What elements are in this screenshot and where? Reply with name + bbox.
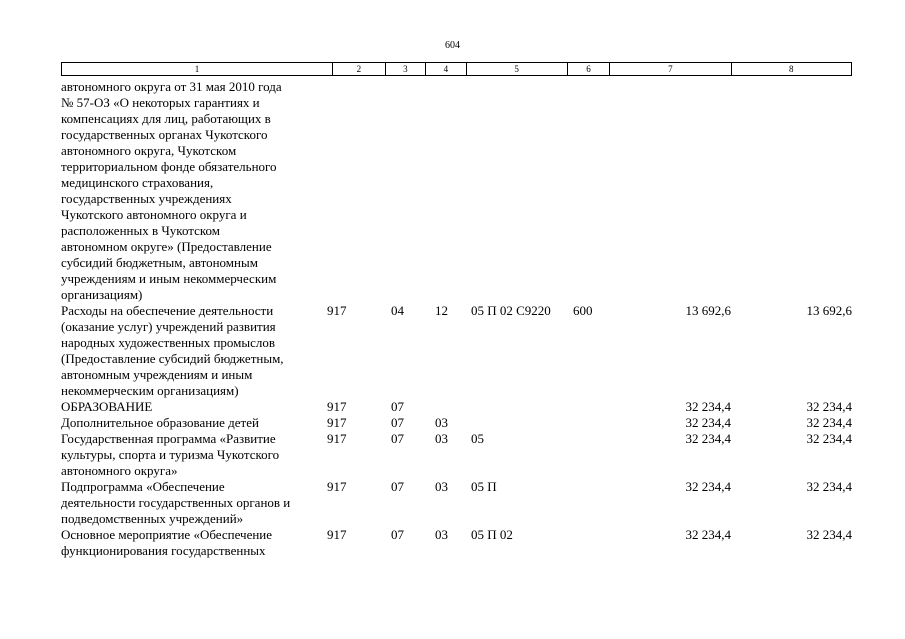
row-name-line: субсидий бюджетным, автономным (61, 255, 258, 270)
row-name-line: Дополнительное образование детей (61, 415, 259, 430)
row-name-line: культуры, спорта и туризма Чукотского (61, 447, 280, 462)
cell-section: 07 (391, 431, 404, 446)
table-row (61, 431, 852, 479)
cell-amount-7: 13 692,6 (685, 303, 731, 318)
column-header-1: 1 (62, 63, 333, 76)
row-name-line: медицинского страхования, (61, 175, 214, 190)
cell-admin-code: 917 (327, 415, 347, 430)
cell-amount-8: 32 234,4 (806, 479, 852, 494)
cell-amount-7: 32 234,4 (685, 527, 731, 542)
row-name-line: Государственная программа «Развитие (61, 431, 276, 446)
cell-target-article: 05 П 02 С9220 (471, 303, 551, 318)
cell-subsection: 12 (435, 303, 448, 318)
table-row (61, 79, 852, 303)
row-name (61, 399, 329, 415)
cell-expense-type: 600 (573, 303, 593, 318)
cell-amount-8: 13 692,6 (806, 303, 852, 318)
column-header-8: 8 (731, 63, 851, 76)
cell-target-article: 05 П 02 (471, 527, 513, 542)
column-header-3: 3 (385, 63, 425, 76)
table-row (61, 479, 852, 527)
row-name-line: Чукотского автономного округа и (61, 207, 247, 222)
cell-subsection: 03 (435, 431, 448, 446)
row-name-line: (Предоставление субсидий бюджетным, (61, 351, 284, 366)
row-name-line: автономном округе» (Предоставление (61, 239, 272, 254)
cell-amount-7: 32 234,4 (685, 431, 731, 446)
cell-amount-8: 32 234,4 (806, 415, 852, 430)
row-name (61, 415, 329, 431)
row-name-line: автономного округа» (61, 463, 178, 478)
row-name-line: № 57-ОЗ «О некоторых гарантиях и (61, 95, 260, 110)
cell-section: 04 (391, 303, 404, 318)
cell-admin-code: 917 (327, 303, 347, 318)
cell-section: 07 (391, 527, 404, 542)
row-name-line: функционирования государственных (61, 543, 266, 558)
row-name (61, 527, 329, 559)
row-name (61, 479, 329, 527)
table-row (61, 415, 852, 431)
row-name (61, 431, 329, 479)
cell-section: 07 (391, 479, 404, 494)
row-name-line: (оказание услуг) учреждений развития (61, 319, 276, 334)
cell-target-article: 05 (471, 431, 484, 446)
column-header-table (61, 62, 852, 76)
cell-admin-code: 917 (327, 431, 347, 446)
cell-amount-8: 32 234,4 (806, 527, 852, 542)
row-name-line: Подпрограмма «Обеспечение (61, 479, 225, 494)
row-name-line: организациям) (61, 287, 143, 302)
row-name-line: государственных учреждениях (61, 191, 232, 206)
table-row (61, 399, 852, 415)
column-header-5: 5 (466, 63, 567, 76)
cell-subsection: 03 (435, 479, 448, 494)
row-name-line: компенсациях для лиц, работающих в (61, 111, 271, 126)
cell-section: 07 (391, 399, 404, 414)
table-row (61, 527, 852, 559)
column-header-2: 2 (333, 63, 386, 76)
row-name-line: расположенных в Чукотском (61, 223, 221, 238)
row-name-line: некоммерческим организациям) (61, 383, 239, 398)
row-name-line: автономного округа от 31 мая 2010 года (61, 79, 282, 94)
column-header-6: 6 (567, 63, 609, 76)
column-header-row (62, 63, 852, 76)
column-header-4: 4 (426, 63, 466, 76)
row-name-line: подведомственных учреждений» (61, 511, 244, 526)
row-name (61, 303, 329, 399)
cell-admin-code: 917 (327, 527, 347, 542)
row-name-line: автономным учреждениям и иным (61, 367, 253, 382)
cell-amount-7: 32 234,4 (685, 399, 731, 414)
page-number: 604 (445, 40, 460, 51)
row-name-line: народных художественных промыслов (61, 335, 276, 350)
table-row (61, 303, 852, 399)
row-name-line: автономного округа, Чукотском (61, 143, 237, 158)
table-body (61, 79, 852, 559)
cell-amount-8: 32 234,4 (806, 431, 852, 446)
row-name-line: ОБРАЗОВАНИЕ (61, 399, 153, 414)
cell-subsection: 03 (435, 415, 448, 430)
row-name (61, 79, 329, 303)
cell-amount-7: 32 234,4 (685, 479, 731, 494)
row-name-line: учреждениям и иным некоммерческим (61, 271, 277, 286)
row-name-line: территориальном фонде обязательного (61, 159, 277, 174)
row-name-line: Расходы на обеспечение деятельности (61, 303, 274, 318)
row-name-line: деятельности государственных органов и (61, 495, 291, 510)
cell-amount-8: 32 234,4 (806, 399, 852, 414)
cell-admin-code: 917 (327, 479, 347, 494)
cell-subsection: 03 (435, 527, 448, 542)
cell-target-article: 05 П (471, 479, 497, 494)
row-name-line: государственных органах Чукотского (61, 127, 268, 142)
cell-admin-code: 917 (327, 399, 347, 414)
cell-amount-7: 32 234,4 (685, 415, 731, 430)
row-name-line: Основное мероприятие «Обеспечение (61, 527, 273, 542)
column-header-7: 7 (610, 63, 731, 76)
cell-section: 07 (391, 415, 404, 430)
